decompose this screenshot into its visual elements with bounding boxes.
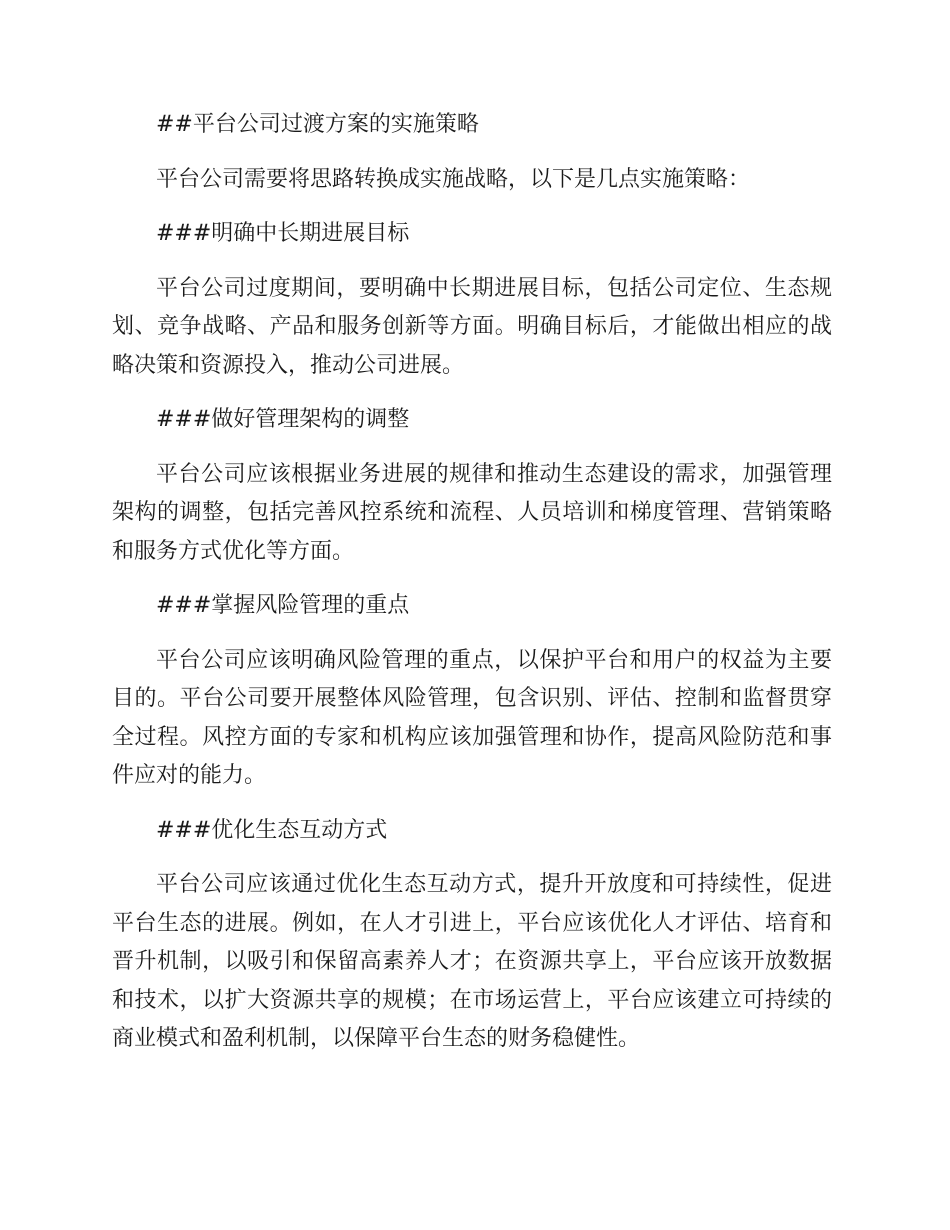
section-heading-risk: ###掌握风险管理的重点 (156, 593, 410, 618)
section-heading-goals: ###明确中长期进展目标 (156, 221, 410, 246)
structure-paragraph: 平台公司应该根据业务进展的规律和推动生态建设的需求，加强管理架构的调整，包括完善风控系统和流程、人员培训和梯度管理、营销策略和服务方式优化等方面。 (112, 461, 832, 564)
document-body (112, 106, 832, 1075)
section-heading-ecosystem: ###优化生态互动方式 (156, 817, 388, 843)
intro-paragraph: 平台公司需要将思路转换成实施战略，以下是几点实施策略： (156, 166, 751, 192)
ecosystem-paragraph: 平台公司应该通过优化生态互动方式，提升开放度和可持续性，促进平台生态的进展。例如，在人才引进上，平台应该优化人才评估、培育和晋升机制，以吸引和保留高素养人才；在资源共享上，平台应该开放数据和技术，以扩大资源共享的规模；在市场运营上，平台应该建立可持续的商业模式和盈利机制，以保障平台生态的财务稳健性。 (112, 872, 832, 1051)
section-heading-main: ##平台公司过渡方案的实施策略 (156, 112, 479, 137)
goals-paragraph: 平台公司过度期间，要明确中长期进展目标，包括公司定位、生态规划、竞争战略、产品和服务创新等方面。明确目标后，才能做出相应的战略决策和资源投入，推动公司进展。 (112, 275, 832, 378)
section-heading-structure: ###做好管理架构的调整 (156, 407, 410, 432)
risk-paragraph: 平台公司应该明确风险管理的重点，以保护平台和用户的权益为主要目的。平台公司要开展整体风险管理，包含识别、评估、控制和监督贯穿全过程。风控方面的专家和机构应该加强管理和协作，提高风险防范和事件应对的能力。 (112, 647, 832, 788)
